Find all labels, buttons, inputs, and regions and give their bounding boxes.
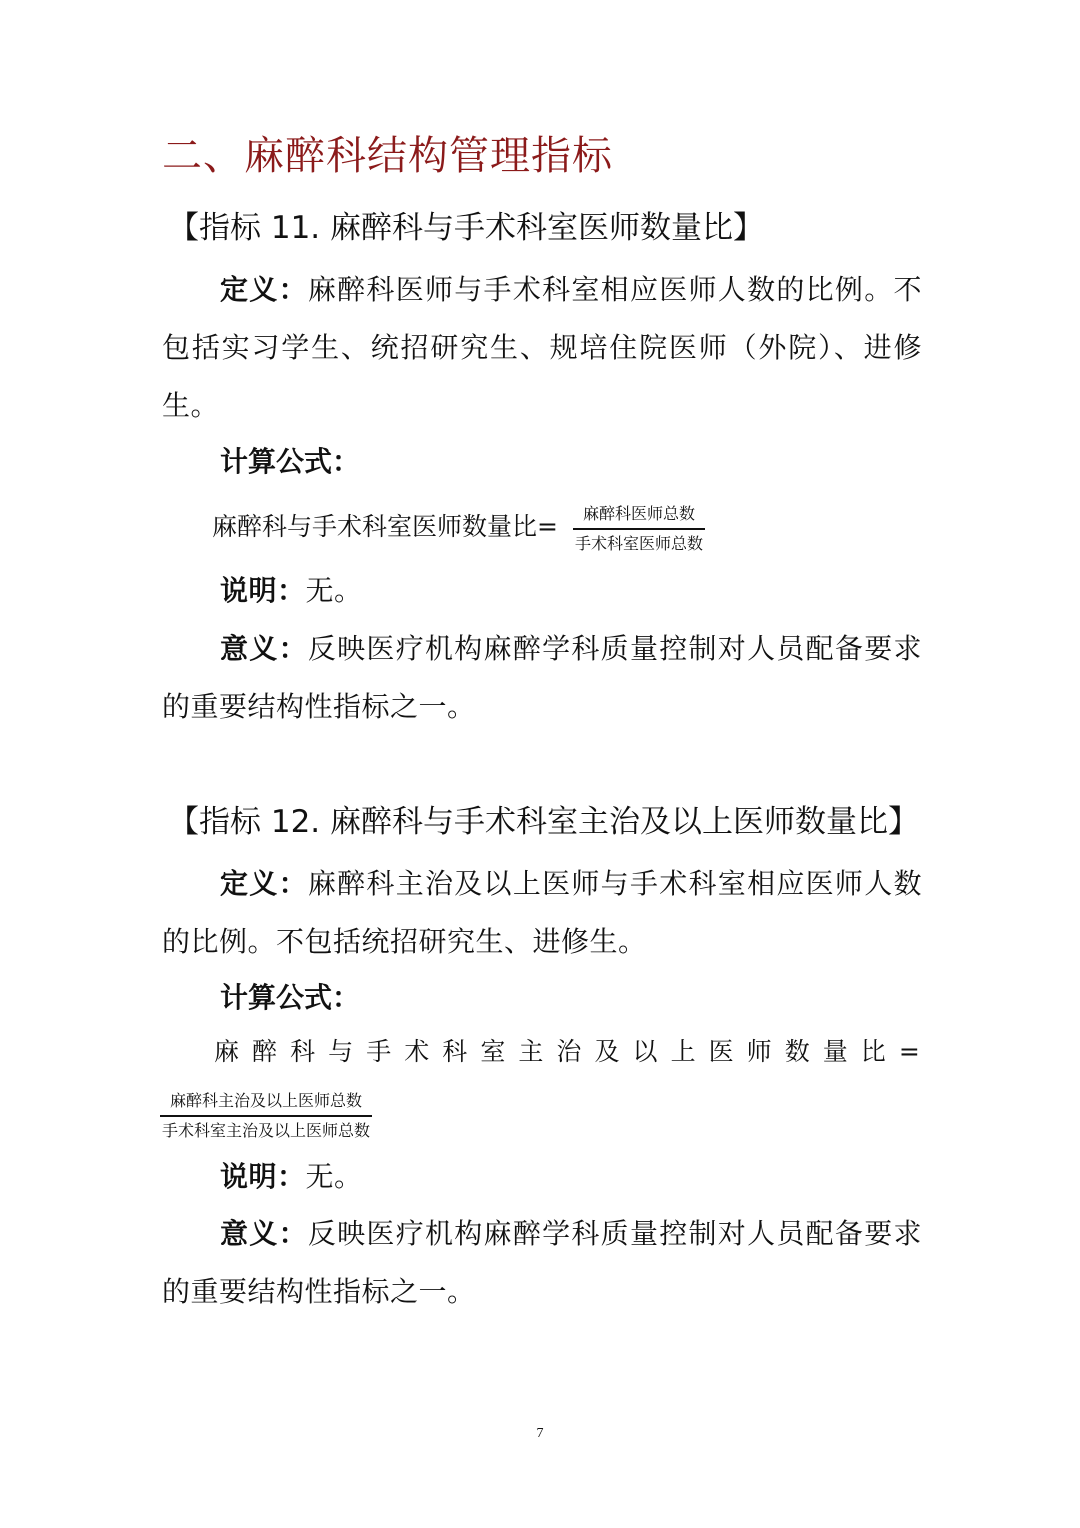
definition-text: 麻醉科主治及以上医师与手术科室相应医师人数的比例。不包括统招研究生、进修生。 (162, 867, 922, 958)
meaning-label: 意义： (220, 632, 308, 665)
note-text: 无。 (305, 1160, 363, 1193)
formula-char: 麻 (214, 1037, 240, 1066)
formula-char: 科 (442, 1037, 468, 1066)
formula-char: 数 (784, 1037, 810, 1066)
formula-char: 主 (518, 1037, 544, 1066)
indicator-12-denominator: 手术科室主治及以上医师总数 (162, 1120, 371, 1140)
formula-char: 量 (822, 1037, 848, 1066)
formula-char: 治 (556, 1037, 582, 1066)
formula-char: = (898, 1037, 920, 1066)
indicator-12-formula-label: 计算公式： (220, 981, 361, 1014)
formula-char: 术 (404, 1037, 430, 1066)
definition-label: 定义： (220, 273, 308, 306)
indicator-11-note (162, 562, 922, 620)
page-number: 7 (536, 1426, 544, 1441)
definition-text: 麻醉科医师与手术科室相应医师人数的比例。不包括实习学生、统招研究生、规培住院医师（外院）、进修生。 (162, 273, 922, 422)
indicator-12-fraction (160, 1090, 372, 1142)
indicator-11-formula-lhs: 麻醉科与手术科室医师数量比= (212, 512, 558, 541)
formula-char: 室 (480, 1037, 506, 1066)
formula-char: 醉 (252, 1037, 278, 1066)
note-label: 说明： (220, 574, 306, 607)
formula-char: 以 (632, 1037, 658, 1066)
indicator-12-meaning (162, 1205, 922, 1321)
formula-char: 比 (860, 1037, 886, 1066)
indicator-12-numerator: 麻醉科主治及以上医师总数 (170, 1091, 363, 1110)
note-label: 说明： (220, 1160, 306, 1193)
meaning-text: 反映医疗机构麻醉学科质量控制对人员配备要求的重要结构性指标之一。 (162, 1217, 922, 1308)
section-title: 二、麻醉科结构管理指标 (162, 133, 613, 179)
formula-char: 上 (670, 1037, 696, 1066)
formula-char: 师 (746, 1037, 772, 1066)
formula-char: 与 (328, 1037, 354, 1066)
indicator-11-meaning (162, 620, 922, 736)
note-text: 无。 (305, 574, 363, 607)
indicator-12-formula-lhs (214, 1034, 920, 1070)
indicator-11-denominator: 手术科室医师总数 (575, 533, 704, 553)
formula-char: 手 (366, 1037, 392, 1066)
indicator-11-fraction (573, 503, 705, 555)
definition-label: 定义： (220, 867, 308, 900)
indicator-11-formula-label: 计算公式： (220, 445, 361, 478)
fraction-bar (160, 1115, 372, 1117)
indicator-12-note (162, 1148, 922, 1206)
indicator-12-definition (162, 855, 922, 971)
indicator-12-title: 【指标 12. 麻醉科与手术科室主治及以上医师数量比】 (168, 804, 920, 840)
indicator-11-title: 【指标 11. 麻醉科与手术科室医师数量比】 (168, 210, 765, 246)
meaning-text: 反映医疗机构麻醉学科质量控制对人员配备要求的重要结构性指标之一。 (162, 632, 922, 723)
formula-char: 医 (708, 1037, 734, 1066)
formula-char: 及 (594, 1037, 620, 1066)
meaning-label: 意义： (220, 1217, 308, 1250)
fraction-bar (573, 528, 705, 530)
indicator-11-numerator: 麻醉科医师总数 (583, 504, 696, 523)
indicator-11-definition (162, 261, 922, 435)
formula-char: 科 (290, 1037, 316, 1066)
